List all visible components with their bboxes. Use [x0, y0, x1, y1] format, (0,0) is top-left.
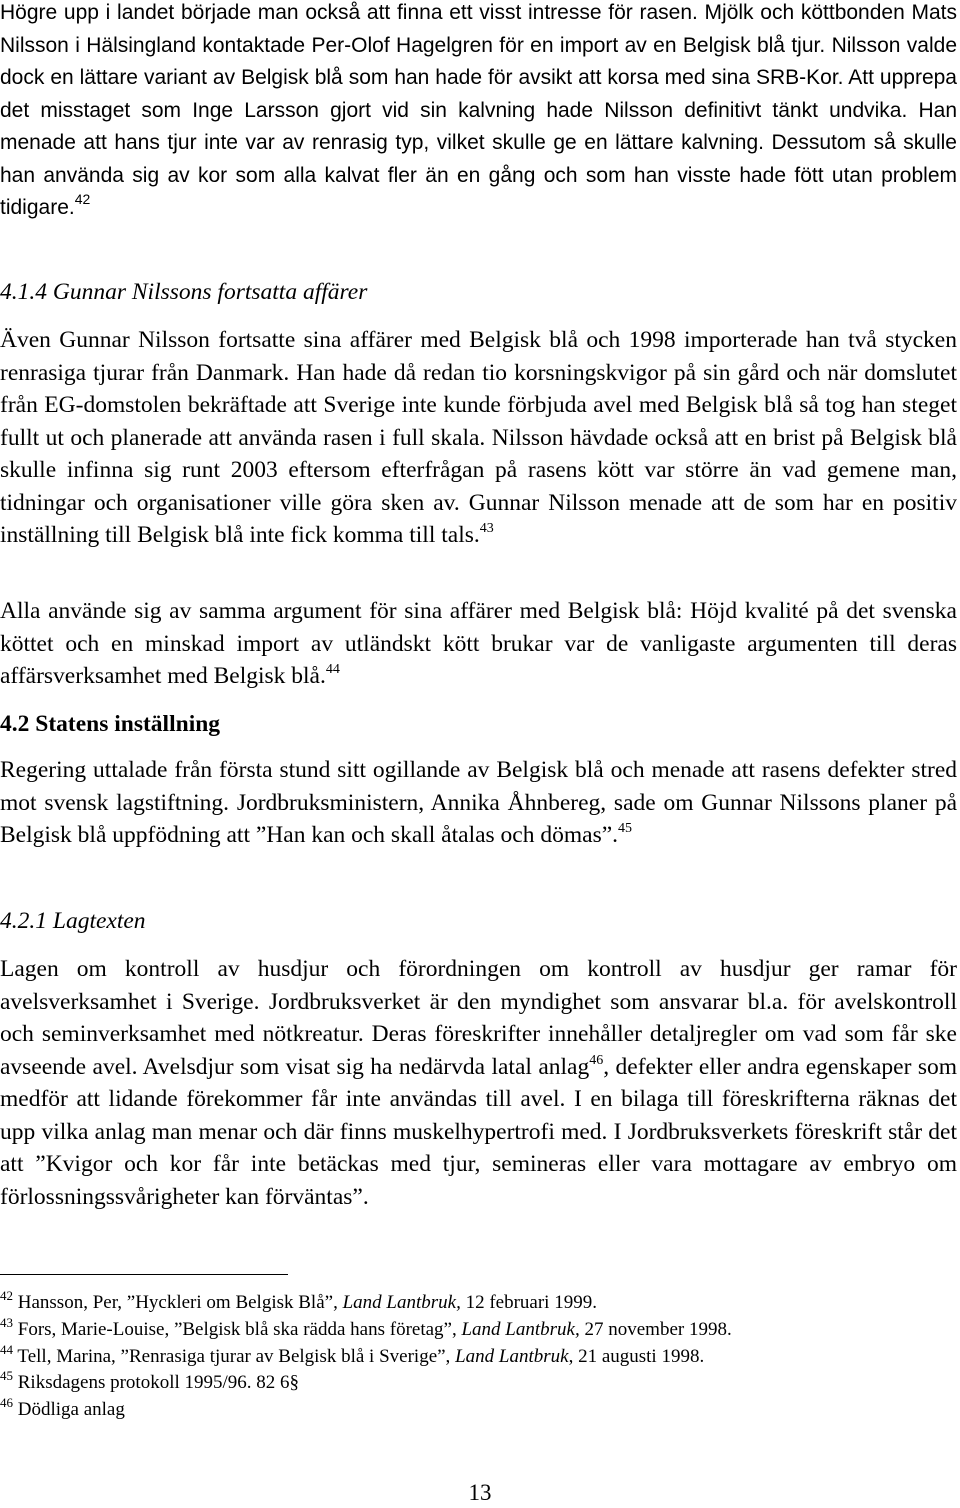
footnote-separator — [0, 1274, 288, 1275]
footnote-ref-46[interactable]: 46 — [589, 1052, 604, 1068]
heading-4-2-1: 4.2.1 Lagtexten — [0, 908, 146, 934]
footnote-source: Land Lantbruk — [455, 1346, 569, 1367]
footnote-43 — [0, 1317, 732, 1343]
footnote-44 — [0, 1344, 704, 1370]
paragraph-2 — [0, 324, 957, 552]
paragraph-4 — [0, 754, 957, 852]
footnote-number: 43 — [0, 1315, 13, 1330]
footnote-source: Land Lantbruk, — [342, 1292, 461, 1313]
footnote-source: Land Lantbruk, — [461, 1319, 580, 1340]
footnote-text: Riksdagens protokoll 1995/96. 82 6§ — [17, 1372, 300, 1393]
footnote-ref-44[interactable]: 44 — [325, 662, 340, 677]
footnote-number: 42 — [0, 1288, 13, 1303]
footnote-number: 45 — [0, 1368, 13, 1383]
paragraph-3 — [0, 595, 957, 693]
footnote-ref-42[interactable]: 42 — [74, 191, 91, 207]
footnote-ref-45[interactable]: 45 — [618, 821, 633, 836]
footnote-ref-43[interactable]: 43 — [479, 521, 494, 536]
paragraph-text: Regering uttalade från första stund sitt ogillande av Belgisk blå och menade att rasens defekter stred mot svensk lagstiftning. Jordbruksministern, Annika Åhnbereg, sade om Gunnar Nilssons planer på Belgisk blå uppfödning att ”Han kan och skall åtalas och dömas”. — [0, 757, 957, 848]
heading-4-2: 4.2 Statens inställning — [0, 711, 221, 737]
footnote-text-end: 27 november 1998. — [579, 1319, 732, 1340]
footnote-number: 44 — [0, 1342, 13, 1357]
paragraph-text-continued: , defekter eller andra egenskaper som medför att lidande förekommer får inte användas till avel. I en bilaga till föreskrifterna räknas det upp vilka anlag man menar och där finns muskelhypertrofi med. I Jordbruksverkets föreskrift står det att ”Kvigor och kor får inte betäckas med tjur, semineras eller vara mottagare av embryo om förlossningssvårigheter kan förväntas”. — [0, 1053, 957, 1210]
page-number: 13 — [468, 1480, 492, 1505]
paragraph-5 — [0, 953, 957, 1213]
paragraph-1 — [0, 0, 957, 225]
paragraph-text: Lagen om kontroll av husdjur och förordningen om kontroll av husdjur ger ramar för avelsverksamhet i Sverige. Jordbruksverket är den myndighet som ansvarar bl.a. för avelskontroll och seminverksamhet med nötkreatur. Deras föreskrifter innehåller detaljregler om vad som får ske avseende avel. Avelsdjur som visat sig ha nedärvda latal anlag — [0, 956, 957, 1080]
footnote-text-end: , 21 augusti 1998. — [568, 1346, 705, 1367]
footnote-text: Dödliga anlag — [17, 1399, 125, 1420]
paragraph-text: Även Gunnar Nilsson fortsatte sina affärer med Belgisk blå och 1998 importerade han två stycken renrasiga tjurar från Danmark. Han hade då redan tio korsningskvigor på sin gård och när domslutet från EG-domstolen bekräftade att Sverige inte kunde förbjuda avel med Belgisk blå så tog han steget fullt ut och planerade att använda rasen i full skala. Nilsson hävdade också att en brist på Belgisk blå skulle infinna sig runt 2003 eftersom efterfrågan på rasens kött var större än vad gemene man, tidningar och organisationer ville göra sken av. Gunnar Nilsson menade att de som har en positiv inställning till Belgisk blå inte fick komma till tals. — [0, 327, 957, 548]
footnote-text: Hansson, Per, ”Hyckleri om Belgisk Blå”, — [17, 1292, 343, 1313]
footnote-text: Tell, Marina, ”Renrasiga tjurar av Belgisk blå i Sverige”, — [17, 1346, 456, 1367]
paragraph-text: Högre upp i landet började man också att finna ett visst intresse för rasen. Mjölk och köttbonden Mats Nilsson i Hälsingland kontaktade Per-Olof Hagelgren för en import av en Belgisk blå tjur. Nilsson valde dock en lättare variant av Belgisk blå som han hade för avsikt att korsa med sina SRB-Kor. Att upprepa det misstaget som Inge Larsson gjort vid sin kalvning hade Nilsson definitivt tänkt undvika. Han menade att hans tjur inte var av renrasig typ, vilket skulle ge en lättare kalvning. Dessutom så skulle han använda sig av kor som alla kalvat fler än en gång och som han visste hade fött utan problem tidigare. — [0, 1, 957, 219]
footnote-45 — [0, 1370, 299, 1396]
heading-4-1-4: 4.1.4 Gunnar Nilssons fortsatta affärer — [0, 279, 368, 305]
paragraph-text: Alla använde sig av samma argument för sina affärer med Belgisk blå: Höjd kvalité på det svenska köttet och en minskad import av utländskt kött brukar var de vanligaste argumenten till deras affärsverksamhet med Belgisk blå. — [0, 598, 957, 689]
footnote-text: Fors, Marie-Louise, ”Belgisk blå ska rädda hans företag”, — [17, 1319, 462, 1340]
footnote-42 — [0, 1290, 597, 1316]
footnote-number: 46 — [0, 1395, 13, 1410]
footnote-text-end: 12 februari 1999. — [460, 1292, 597, 1313]
footnote-46 — [0, 1397, 125, 1423]
